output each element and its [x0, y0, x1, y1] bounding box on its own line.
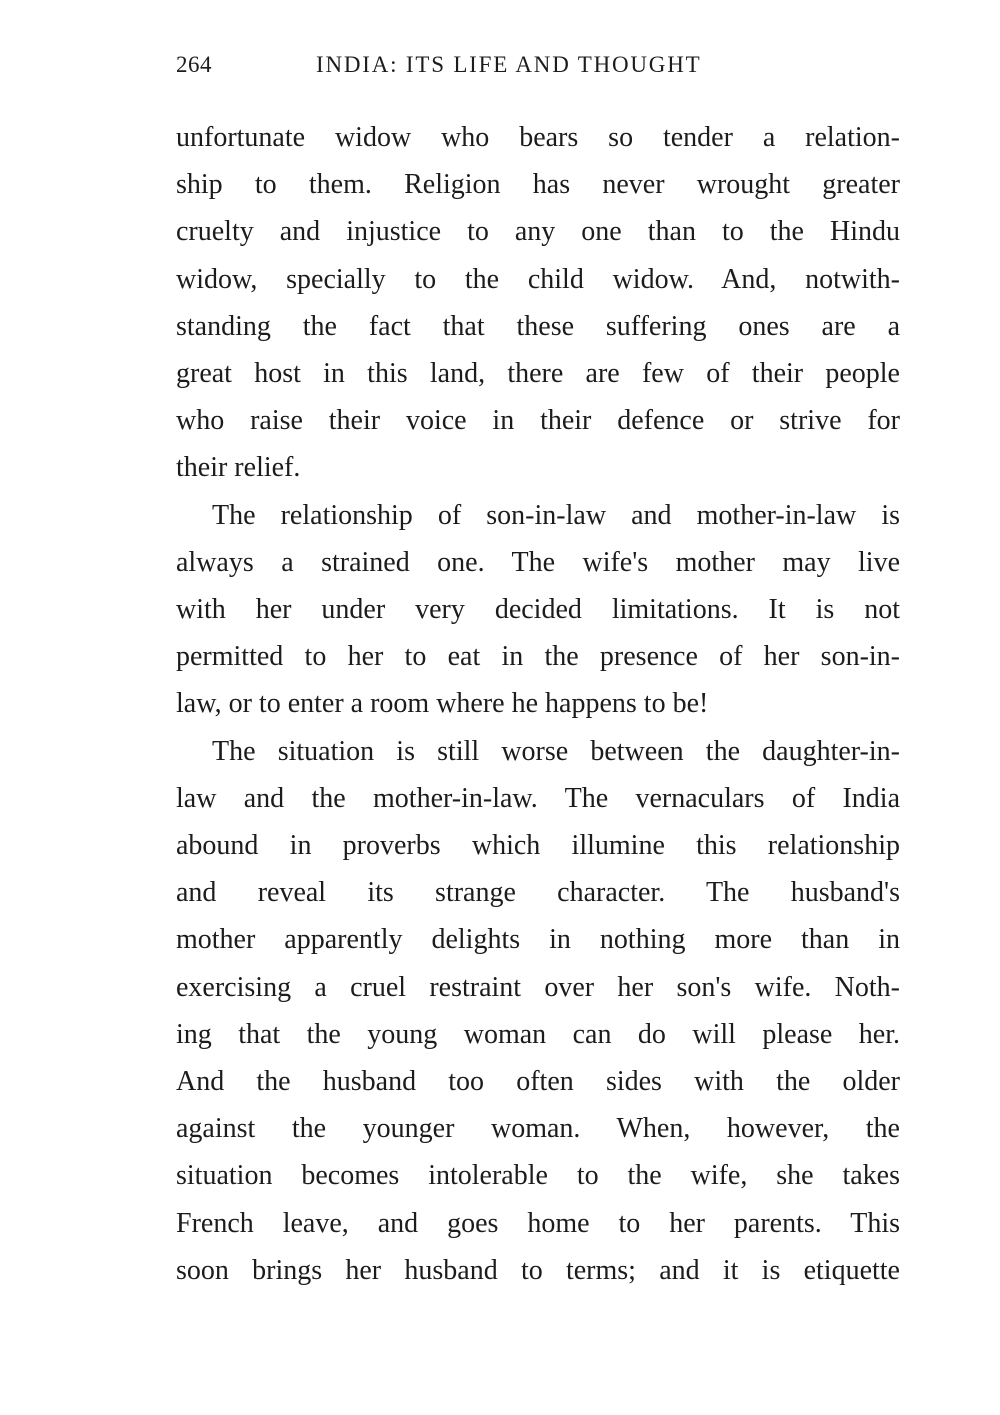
text-line: soon brings her husband to terms; and it is etiquette	[176, 1254, 900, 1286]
text-line: The relationship of son-in-law and mother-in-law is	[212, 499, 900, 531]
text-line: ship to them. Religion has never wrought greater	[176, 169, 900, 201]
text-line: situation becomes intolerable to the wife, she takes	[176, 1160, 900, 1192]
paragraph-2	[176, 492, 900, 728]
text-line: exercising a cruel restraint over her son's wife. Noth-	[176, 971, 900, 1003]
text-line: unfortunate widow who bears so tender a relation-	[176, 122, 900, 153]
text-line: law, or to enter a room where he happens to be!	[176, 688, 709, 720]
text-line: and reveal its strange character. The husband's	[176, 877, 900, 909]
paragraph-1	[176, 114, 900, 492]
text-line: And the husband too often sides with the older	[176, 1066, 900, 1098]
text-line: great host in this land, there are few of their people	[176, 358, 900, 390]
text-line: widow, specially to the child widow. And, notwith-	[176, 263, 900, 295]
paragraph-3	[176, 728, 900, 1294]
text-line: abound in proverbs which illumine this relationship	[176, 830, 900, 862]
text-line: against the younger woman. When, however, the	[176, 1113, 900, 1145]
page-header	[176, 52, 776, 92]
text-line: their relief.	[176, 452, 301, 484]
text-line: standing the fact that these suffering ones are a	[176, 310, 900, 342]
text-line: mother apparently delights in nothing more than in	[176, 924, 900, 956]
text-line: law and the mother-in-law. The vernaculars of India	[176, 782, 900, 814]
running-head: INDIA: ITS LIFE AND THOUGHT	[316, 52, 702, 77]
text-line: always a strained one. The wife's mother may live	[176, 546, 900, 578]
text-line: who raise their voice in their defence or strive for	[176, 405, 900, 437]
text-line: cruelty and injustice to any one than to the Hindu	[176, 216, 900, 248]
text-line: permitted to her to eat in the presence of her son-in-	[176, 641, 900, 673]
text-line: French leave, and goes home to her parents. This	[176, 1207, 900, 1239]
page-number: 264	[176, 52, 212, 77]
text-line: The situation is still worse between the daughter-in-	[212, 735, 900, 767]
text-line: ing that the young woman can do will please her.	[176, 1018, 900, 1050]
text-line: with her under very decided limitations. It is not	[176, 594, 900, 626]
body-text	[176, 114, 900, 1294]
